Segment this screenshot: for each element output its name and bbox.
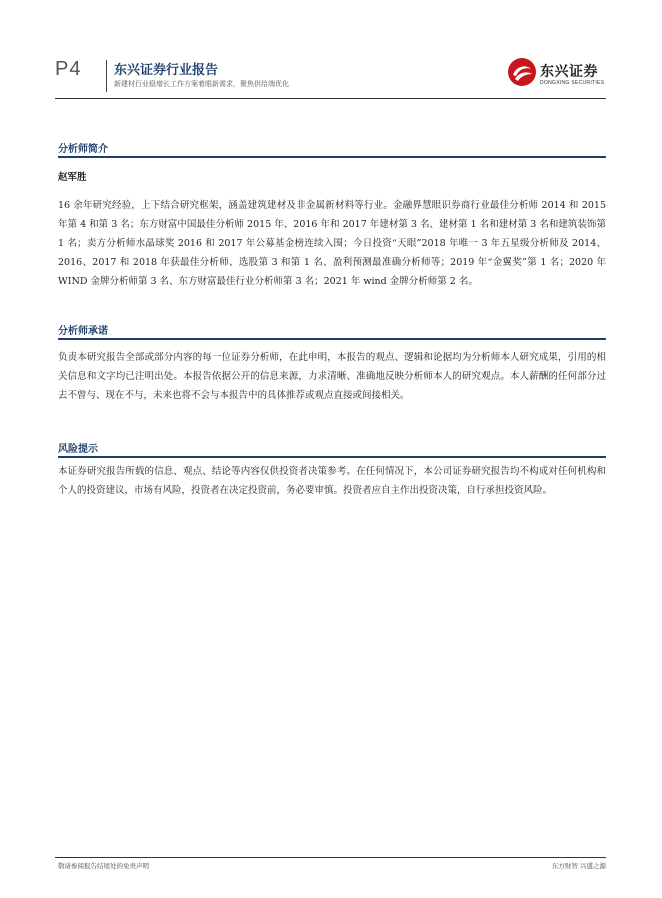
section-rule-analyst-commitment <box>58 338 606 340</box>
section-heading-analyst-commitment: 分析师承诺 <box>58 326 108 337</box>
report-subtitle: 新建材行业稳增长工作方案着眼新需求，聚焦供给端优化 <box>114 80 289 88</box>
header-rule <box>55 98 606 99</box>
section-heading-analyst-intro: 分析师简介 <box>58 144 108 155</box>
dongxing-swirl-logo-icon <box>507 57 537 87</box>
risk-notice-body: 本证券研究报告所载的信息、观点、结论等内容仅供投资者决策参考。在任何情况下，本公司证券研究报告均不构成对任何机构和个人的投资建议，市场有风险，投资者在决定投资前，务必要审慎。投资者应自主作出投资决策，自行承担投资风险。 <box>58 466 606 496</box>
logo-text-en: DONGXING SECURITIES <box>540 80 605 86</box>
section-heading-risk-notice: 风险提示 <box>58 444 98 455</box>
section-rule-analyst-intro <box>58 156 606 158</box>
logo-text-cn: 东兴证券 <box>540 64 598 80</box>
analyst-commitment-body: 负责本研究报告全部或部分内容的每一位证券分析师，在此申明，本报告的观点、逻辑和论据均为分析师本人研究成果，引用的相关信息和文字均已注明出处。本报告依据公开的信息来源，力求清晰、准确地反映分析师本人的研究观点。本人薪酬的任何部分过去不曾与、现在不与，未来也将不会与本报告中的具体推荐或观点直接或间接相关。 <box>58 352 606 401</box>
footer-disclaimer-note: 敬请参阅报告结尾处的免责声明 <box>58 862 149 870</box>
analyst-intro-body: 16 余年研究经验，上下结合研究框架，涵盖建筑建材及非金属新材料等行业。金融界慧眼识券商行业最佳分析师 2014 和 2015 年第 4 和第 3 名；东方财富中国最佳分析师 2015 年、2016 年和 2017 年建材第 3 名、建材第 1 名和建材第 3 名和建筑装饰第 1 名；卖方分析师水晶球奖 2016 和 2017 年公募基金榜连续入围；今日投资“天眼”2018 年唯一 3 年五星级分析师及 2014、2016、2017 和 2018 年获最佳分析师、选股第 3 和第 1 名、盈利预测最准确分析师等；2019 年“金翼奖”第 1 名；2020 年 WIND 金牌分析师第 3 名、东方财富最佳行业分析师第 3 名；2021 年 wind 金牌分析师第 2 名。 <box>58 200 606 287</box>
company-logo <box>507 57 617 91</box>
footer-slogan: 东方财智 兴盛之源 <box>551 862 606 870</box>
section-rule-risk-notice <box>58 456 606 458</box>
analyst-name: 赵军胜 <box>58 172 87 183</box>
footer-rule <box>55 857 606 858</box>
report-title: 东兴证券行业报告 <box>114 63 219 78</box>
page-number: P4 <box>55 58 82 80</box>
header-divider <box>106 60 107 92</box>
